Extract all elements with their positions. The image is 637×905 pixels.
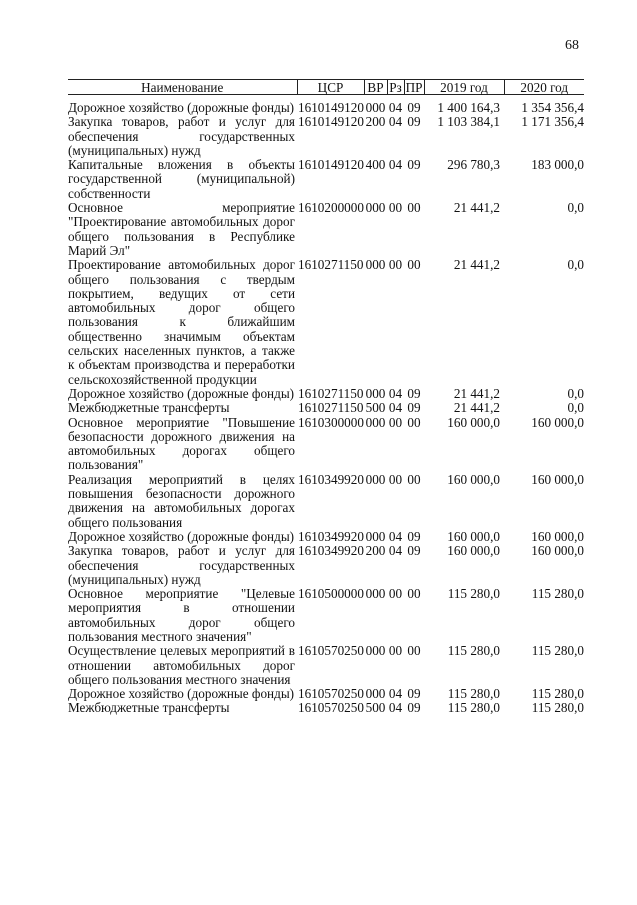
row-name: Дорожное хозяйство (дорожные фонды)	[68, 385, 295, 401]
row-rz: 00	[388, 586, 403, 602]
row-name: Дорожное хозяйство (дорожные фонды)	[68, 100, 295, 115]
row-rz: 04	[388, 700, 403, 716]
row-value-2020: 0,0	[567, 400, 584, 416]
table-header-row	[68, 80, 584, 95]
row-value-2019: 115 280,0	[447, 700, 500, 716]
row-vr: 000	[365, 686, 386, 702]
header-pr: ПР	[405, 80, 423, 95]
row-rz: 00	[388, 257, 403, 273]
row-pr: 09	[407, 528, 421, 544]
row-csr: 1610349920	[298, 471, 364, 487]
row-name: Основное мероприятие "Повышение безопасности дорожного движения на автомобильных дорогах общего пользования"	[68, 414, 295, 473]
row-value-2019: 296 780,3	[447, 157, 500, 173]
row-vr: 000	[365, 100, 386, 115]
table-row	[68, 687, 584, 701]
page-number: 68	[565, 38, 579, 53]
table-row	[68, 587, 584, 644]
row-value-2020: 160 000,0	[531, 528, 584, 544]
row-vr: 500	[365, 400, 386, 416]
row-vr: 000	[365, 586, 386, 602]
row-rz: 00	[388, 643, 403, 659]
row-vr: 200	[365, 114, 386, 130]
row-value-2020: 115 280,0	[531, 686, 584, 702]
row-vr: 000	[365, 471, 386, 487]
row-rz: 04	[388, 400, 403, 416]
header-2019: 2019 год	[424, 80, 504, 95]
row-value-2019: 21 441,2	[453, 400, 500, 416]
row-vr: 000	[365, 643, 386, 659]
row-pr: 09	[407, 543, 421, 559]
header-name: Наименование	[68, 80, 297, 95]
table-row	[68, 701, 584, 715]
row-rz: 00	[388, 471, 403, 487]
row-vr: 000	[365, 528, 386, 544]
row-name: Межбюджетные трансферты	[68, 400, 230, 416]
row-rz: 00	[388, 200, 403, 216]
row-vr: 500	[365, 700, 386, 716]
row-pr: 00	[407, 471, 421, 487]
row-value-2020: 0,0	[567, 200, 584, 216]
row-name: Капитальные вложения в объекты государственной (муниципальной) собственности	[68, 157, 295, 201]
row-csr: 1610149120	[298, 100, 364, 115]
row-name: Основное мероприятие "Целевые мероприятия в отношении автомобильных дорог общего пользования местного значения"	[68, 586, 295, 644]
row-value-2020: 0,0	[567, 257, 584, 273]
row-rz: 04	[388, 385, 403, 401]
row-value-2019: 21 441,2	[453, 385, 500, 401]
row-value-2020: 115 280,0	[531, 586, 584, 602]
row-vr: 200	[365, 543, 386, 559]
table-row	[68, 387, 584, 401]
table-row	[68, 544, 584, 587]
row-rz: 00	[388, 414, 403, 430]
row-value-2019: 160 000,0	[447, 528, 500, 544]
row-csr: 1610271150	[298, 257, 364, 273]
row-value-2020: 1 354 356,4	[521, 100, 584, 115]
row-rz: 04	[388, 157, 403, 173]
row-name: Основное мероприятие "Проектирование автомобильных дорог общего пользования в Республике Марий Эл"	[68, 200, 295, 258]
header-rz: Рз	[387, 80, 404, 95]
table-row	[68, 158, 584, 201]
row-name: Проектирование автомобильных дорог общего пользования с твердым покрытием, ведущих от сети автомобильных дорог общего пользования к ближайшим общественно значимым объектам сельских населенных пунктов, а также к объектам производства и переработки сельскохозяйственной продукции	[68, 257, 295, 387]
table-row	[68, 201, 584, 258]
row-value-2019: 115 280,0	[447, 686, 500, 702]
header-csr: ЦСР	[297, 80, 364, 95]
row-csr: 1610349920	[298, 528, 364, 544]
row-pr: 09	[407, 686, 421, 702]
row-csr: 1610500000	[298, 586, 364, 602]
row-name: Межбюджетные трансферты	[68, 700, 230, 716]
row-pr: 00	[407, 414, 421, 430]
row-csr: 1610300000	[298, 414, 364, 430]
header-2020: 2020 год	[504, 80, 584, 95]
row-csr: 1610149120	[298, 114, 364, 130]
row-csr: 1610349920	[298, 543, 364, 559]
row-pr: 09	[407, 400, 421, 416]
table-row	[68, 258, 584, 387]
row-pr: 09	[407, 100, 421, 115]
row-csr: 1610570250	[298, 686, 364, 702]
row-vr: 000	[365, 257, 386, 273]
budget-table	[68, 79, 584, 716]
table-row	[68, 95, 584, 116]
row-name: Закупка товаров, работ и услуг для обеспечения государственных (муниципальных) нужд	[68, 114, 295, 158]
row-name: Дорожное хозяйство (дорожные фонды)	[68, 686, 295, 702]
row-value-2020: 115 280,0	[531, 700, 584, 716]
row-vr: 000	[365, 385, 386, 401]
row-csr: 1610271150	[298, 385, 364, 401]
row-name: Осуществление целевых мероприятий в отношении автомобильных дорог общего пользования местного значения	[68, 643, 295, 687]
table-row	[68, 416, 584, 473]
row-value-2019: 21 441,2	[453, 200, 500, 216]
row-value-2020: 1 171 356,4	[521, 114, 584, 130]
row-pr: 09	[407, 157, 421, 173]
row-value-2019: 160 000,0	[447, 414, 500, 430]
table-row	[68, 401, 584, 415]
row-csr: 1610200000	[298, 200, 364, 216]
header-vr: ВР	[364, 80, 387, 95]
row-rz: 04	[388, 100, 403, 115]
row-value-2019: 21 441,2	[453, 257, 500, 273]
row-vr: 000	[365, 200, 386, 216]
row-value-2019: 160 000,0	[447, 543, 500, 559]
row-csr: 1610149120	[298, 157, 364, 173]
row-csr: 1610271150	[298, 400, 364, 416]
row-name: Реализация мероприятий в целях повышения безопасности дорожного движения на автомобильных дорогах общего пользования	[68, 471, 295, 530]
row-value-2019: 1 103 384,1	[437, 114, 500, 130]
table-row	[68, 644, 584, 687]
row-pr: 09	[407, 700, 421, 716]
row-rz: 04	[388, 686, 403, 702]
table-row	[68, 115, 584, 158]
row-pr: 00	[407, 200, 421, 216]
row-value-2020: 160 000,0	[531, 414, 584, 430]
row-csr: 1610570250	[298, 700, 364, 716]
row-name: Закупка товаров, работ и услуг для обеспечения государственных (муниципальных) нужд	[68, 543, 295, 587]
row-rz: 04	[388, 528, 403, 544]
row-vr: 000	[365, 414, 386, 430]
row-pr: 09	[407, 385, 421, 401]
table-row	[68, 473, 584, 530]
row-pr: 00	[407, 643, 421, 659]
row-pr: 09	[407, 114, 421, 130]
table-row	[68, 530, 584, 544]
row-rz: 04	[388, 543, 403, 559]
row-csr: 1610570250	[298, 643, 364, 659]
row-value-2020: 0,0	[567, 385, 584, 401]
row-value-2019: 115 280,0	[447, 586, 500, 602]
row-pr: 00	[407, 257, 421, 273]
row-value-2019: 1 400 164,3	[437, 100, 500, 115]
row-value-2020: 183 000,0	[531, 157, 584, 173]
row-value-2020: 160 000,0	[531, 543, 584, 559]
row-value-2020: 115 280,0	[531, 643, 584, 659]
row-value-2020: 160 000,0	[531, 471, 584, 487]
row-vr: 400	[365, 157, 386, 173]
row-rz: 04	[388, 114, 403, 130]
row-value-2019: 160 000,0	[447, 471, 500, 487]
row-name: Дорожное хозяйство (дорожные фонды)	[68, 528, 295, 544]
row-pr: 00	[407, 586, 421, 602]
row-value-2019: 115 280,0	[447, 643, 500, 659]
